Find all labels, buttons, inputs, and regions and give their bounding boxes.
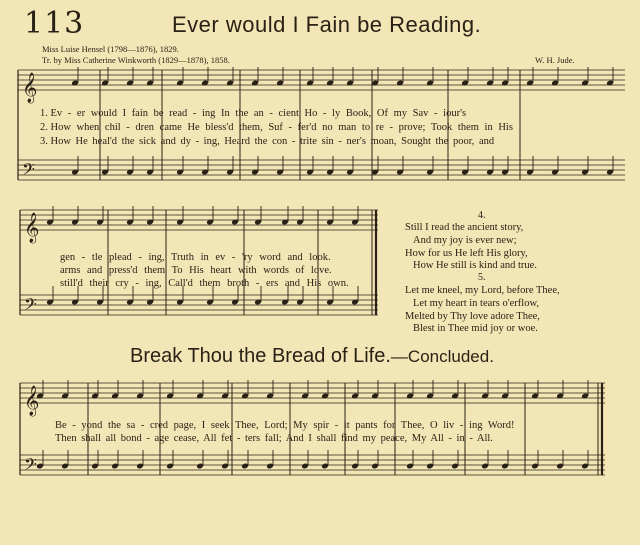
verse-number: 3. bbox=[40, 136, 48, 147]
verse-number: 2. bbox=[40, 122, 48, 133]
stanza-5-line-2: Let my heart in tears o'erflow, bbox=[413, 298, 539, 309]
verse-text: How He heal'd the sick and dy - ing, Heard the con - trite sin - ner's moan, Sought the poor, and bbox=[50, 136, 495, 147]
hymn-number: 113 bbox=[24, 6, 85, 41]
verse-line-3 bbox=[40, 136, 494, 147]
concluded-verse-line-1: Be - yond the sa - cred page, I seek Thee, Lord; My spir - it pants for Thee, O liv - ing Word! bbox=[55, 420, 515, 431]
stanza-5-line-4: Blest in Thee mid joy or woe. bbox=[413, 323, 538, 334]
stanza-4-line-2: And my joy is ever new; bbox=[413, 235, 517, 246]
concluded-verse-line-2: Then shall all bond - age cease, All fet - ters fall; And I shall find my peace, My All - in - All. bbox=[55, 433, 493, 444]
bass-clef: 𝄢 bbox=[24, 454, 37, 478]
verse-line-1 bbox=[40, 108, 466, 119]
stanza-5-number: 5. bbox=[478, 272, 486, 283]
stanza-4-number: 4. bbox=[478, 210, 486, 221]
concluded-title-main: Break Thou the Bread of Life. bbox=[130, 345, 391, 367]
translator-credit: Tr. by Miss Catherine Winkworth (1829—1878), 1858. bbox=[42, 55, 230, 65]
bass-clef: 𝄢 bbox=[22, 159, 35, 183]
stanza-4-line-1: Still I read the ancient story, bbox=[405, 222, 524, 233]
verse-line-3-cont: still'd their cry - ing, Call'd them broth - ers and His own. bbox=[60, 278, 349, 289]
treble-clef: 𝄞 bbox=[24, 213, 40, 243]
author-credit: Miss Luise Hensel (1798—1876), 1829. bbox=[42, 44, 179, 54]
verse-line-1-cont: gen - tle plead - ing, Truth in ev - 'ry word and look. bbox=[60, 252, 331, 263]
verse-text: How when chil - dren came He bless'd them, Suf - fer'd no man to re - prove; Took them in His bbox=[50, 122, 513, 133]
stanza-4-line-3: How for us He left His glory, bbox=[405, 248, 528, 259]
treble-clef: 𝄞 bbox=[24, 386, 40, 416]
stanza-4-line-4: How He still is kind and true. bbox=[413, 260, 537, 271]
stanza-5-line-1: Let me kneel, my Lord, before Thee, bbox=[405, 285, 560, 296]
concluded-subtitle: —Concluded. bbox=[390, 347, 494, 366]
treble-clef: 𝄞 bbox=[22, 73, 38, 103]
stanza-5-line-3: Melted by Thy love adore Thee, bbox=[405, 311, 540, 322]
verse-text: Ev - er would I fain be read - ing In the an - cient Ho - ly Book, Of my Sav - iour's bbox=[50, 108, 467, 119]
bass-clef: 𝄢 bbox=[24, 294, 37, 318]
concluded-title bbox=[130, 345, 494, 368]
verse-number: 1. bbox=[40, 108, 48, 119]
composer-credit: W. H. Jude. bbox=[535, 55, 575, 65]
hymn-title: Ever would I Fain be Reading. bbox=[172, 12, 482, 37]
verse-line-2-cont: arms and press'd them To His heart with words of love. bbox=[60, 265, 332, 276]
verse-line-2 bbox=[40, 122, 513, 133]
